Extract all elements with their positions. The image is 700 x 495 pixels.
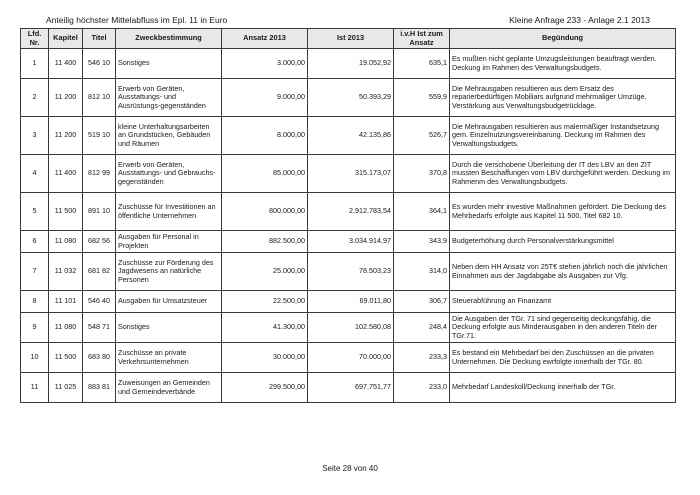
cell-ansatz: 9.000,00 <box>222 79 308 117</box>
cell-titel: 546 10 <box>83 49 116 79</box>
cell-begruendung: Mehrbedarf Landeskoll/Deckung innerhalb der TGr. <box>450 373 676 403</box>
cell-nr: 2 <box>21 79 49 117</box>
cell-kapitel: 11 080 <box>49 231 83 253</box>
cell-nr: 5 <box>21 193 49 231</box>
table-row <box>21 231 676 253</box>
cell-ist: 19.052,92 <box>308 49 394 79</box>
col-header-begruendung: Begündung <box>450 29 676 49</box>
cell-begruendung: Neben dem HH Ansatz von 25T€ stehen jährlich noch die jährlichen Einnahmen aus der Jagdabgabe als Ausgaben zur Vfg. <box>450 253 676 291</box>
cell-kapitel: 11 032 <box>49 253 83 291</box>
cell-ist: 70.000,00 <box>308 343 394 373</box>
cell-zweck: Ausgaben für Personal in Projekten <box>116 231 222 253</box>
cell-zweck: Ausgaben für Umsatzsteuer <box>116 291 222 313</box>
cell-nr: 7 <box>21 253 49 291</box>
cell-kapitel: 11 200 <box>49 79 83 117</box>
cell-ansatz: 41.300,00 <box>222 313 308 343</box>
cell-ist: 69.011,80 <box>308 291 394 313</box>
cell-begruendung: Die Ausgaben der TGr. 71 sind gegenseitig deckungsfähig, die Deckung erfolgte aus Minderausgaben in den anderen Titeln der TGr.71. <box>450 313 676 343</box>
cell-zweck: Sonstiges <box>116 49 222 79</box>
table-row <box>21 49 676 79</box>
cell-kapitel: 11 101 <box>49 291 83 313</box>
table-row <box>21 117 676 155</box>
cell-ansatz: 3.000,00 <box>222 49 308 79</box>
cell-zweck: Zuschüsse an private Verkehrsunternehmen <box>116 343 222 373</box>
cell-titel: 682 56 <box>83 231 116 253</box>
cell-ist: 315.173,07 <box>308 155 394 193</box>
cell-nr: 10 <box>21 343 49 373</box>
cell-zweck: Zuschüsse zur Förderung des Jagdwesens an natürliche Personen <box>116 253 222 291</box>
col-header-ist: Ist 2013 <box>308 29 394 49</box>
col-header-zweck: Zweckbestimmung <box>116 29 222 49</box>
col-header-titel: Titel <box>83 29 116 49</box>
cell-begruendung: Durch die verschobene Überleitung der IT des LBV an den ZIT mussten Beschaffungen vom LBV durchgeführt werden. Deckung im Rahmenm des Verwaltungsbudgets. <box>450 155 676 193</box>
col-header-kapitel: Kapitel <box>49 29 83 49</box>
cell-titel: 683 80 <box>83 343 116 373</box>
cell-ivh: 343,9 <box>394 231 450 253</box>
cell-begruendung: Es bestand ein Mehrbedarf bei den Zuschüssen an die privaten Unternehmen. Die Deckung ewrfolgte innerhalb der TGr. 80. <box>450 343 676 373</box>
cell-zweck: Erwerb von Geräten, Ausstattungs- und Gebrauchs-gegenständen <box>116 155 222 193</box>
cell-kapitel: 11 400 <box>49 155 83 193</box>
cell-ivh: 364,1 <box>394 193 450 231</box>
expenditure-table <box>20 28 676 403</box>
cell-begruendung: Budgeterhöhung durch Personalverstärkungsmittel <box>450 231 676 253</box>
cell-ist: 78.503,23 <box>308 253 394 291</box>
cell-ist: 2.912.783,54 <box>308 193 394 231</box>
cell-ansatz: 299.500,00 <box>222 373 308 403</box>
col-header-ivh: i.v.H Ist zum Ansatz <box>394 29 450 49</box>
cell-kapitel: 11 080 <box>49 313 83 343</box>
cell-ivh: 370,8 <box>394 155 450 193</box>
cell-kapitel: 11 025 <box>49 373 83 403</box>
cell-titel: 883 81 <box>83 373 116 403</box>
cell-nr: 1 <box>21 49 49 79</box>
table-row <box>21 155 676 193</box>
cell-zweck: Erwerb von Geräten, Ausstattungs- und Ausrüstungs-gegenständen <box>116 79 222 117</box>
cell-titel: 812 10 <box>83 79 116 117</box>
cell-nr: 3 <box>21 117 49 155</box>
col-header-nr: Lfd. Nr. <box>21 29 49 49</box>
cell-begruendung: Die Mehrausgaben resultieren aus dem Ersatz des reparierbedürftigen Mobiliars aufgrund mehrmaliger Umzüge. Verstärkung aus Verwaltungsbudgetrücklage. <box>450 79 676 117</box>
table-row <box>21 343 676 373</box>
cell-titel: 546 40 <box>83 291 116 313</box>
cell-zweck: kleine Unterhaltungsarbeiten an Grundstücken, Gebäuden und Räumen <box>116 117 222 155</box>
page-number: Seite 28 von 40 <box>322 464 378 473</box>
table-row <box>21 313 676 343</box>
cell-begruendung: Steuerabführung an Finanzamt <box>450 291 676 313</box>
cell-ivh: 306,7 <box>394 291 450 313</box>
cell-nr: 4 <box>21 155 49 193</box>
cell-ivh: 248,4 <box>394 313 450 343</box>
col-header-ansatz: Ansatz 2013 <box>222 29 308 49</box>
cell-begruendung: Es mußten nicht geplante Umzugsleistungen beauftragt werden. Deckung im Rahmen des Verwaltungsbudgets. <box>450 49 676 79</box>
cell-ist: 50.393,29 <box>308 79 394 117</box>
cell-titel: 519 10 <box>83 117 116 155</box>
cell-ivh: 233,3 <box>394 343 450 373</box>
cell-begruendung: Die Mehrausgaben resultieren aus malermäßiger Instandsetzung gem. Einzelnutzungsvereinbarung. Deckung im Rahmen des Verwaltungsbudgets. <box>450 117 676 155</box>
cell-ist: 102.580,08 <box>308 313 394 343</box>
cell-ist: 697.751,77 <box>308 373 394 403</box>
cell-ansatz: 8.000,00 <box>222 117 308 155</box>
cell-ivh: 559,9 <box>394 79 450 117</box>
table-row <box>21 373 676 403</box>
cell-ansatz: 85.000,00 <box>222 155 308 193</box>
document-heading: Anteilig höchster Mittelabfluss im Epl. 11 in Euro <box>46 15 228 25</box>
table-row <box>21 79 676 117</box>
cell-ivh: 526,7 <box>394 117 450 155</box>
cell-ansatz: 800.000,00 <box>222 193 308 231</box>
cell-nr: 11 <box>21 373 49 403</box>
cell-zweck: Zuweisungen an Gemeinden und Gemeindeverbände <box>116 373 222 403</box>
cell-ansatz: 882.500,00 <box>222 231 308 253</box>
document-reference: Kleine Anfrage 233 - Anlage 2.1 2013 <box>509 15 650 25</box>
cell-ist: 3.034.914,97 <box>308 231 394 253</box>
cell-ansatz: 22.500,00 <box>222 291 308 313</box>
cell-zweck: Sonstiges <box>116 313 222 343</box>
cell-ivh: 635,1 <box>394 49 450 79</box>
cell-titel: 548 71 <box>83 313 116 343</box>
cell-kapitel: 11 400 <box>49 49 83 79</box>
cell-ansatz: 25.000,00 <box>222 253 308 291</box>
cell-ivh: 314,0 <box>394 253 450 291</box>
cell-ist: 42.135,86 <box>308 117 394 155</box>
cell-nr: 8 <box>21 291 49 313</box>
cell-kapitel: 11 500 <box>49 343 83 373</box>
table-row <box>21 193 676 231</box>
cell-kapitel: 11 500 <box>49 193 83 231</box>
cell-ansatz: 30.000,00 <box>222 343 308 373</box>
cell-nr: 9 <box>21 313 49 343</box>
table-row <box>21 253 676 291</box>
cell-titel: 891 10 <box>83 193 116 231</box>
cell-begruendung: Es wurden mehr investive Maßnahmen gefördert. Die Deckung des Mehrbedarfs erfolgte aus Kapitel 11 500, Titel 682 10. <box>450 193 676 231</box>
table-header-row <box>21 29 676 49</box>
cell-titel: 812 99 <box>83 155 116 193</box>
cell-titel: 681 82 <box>83 253 116 291</box>
cell-kapitel: 11 200 <box>49 117 83 155</box>
cell-nr: 6 <box>21 231 49 253</box>
table-row <box>21 291 676 313</box>
cell-zweck: Zuschüsse für Investitionen an öffentliche Unternehmen <box>116 193 222 231</box>
cell-ivh: 233,0 <box>394 373 450 403</box>
